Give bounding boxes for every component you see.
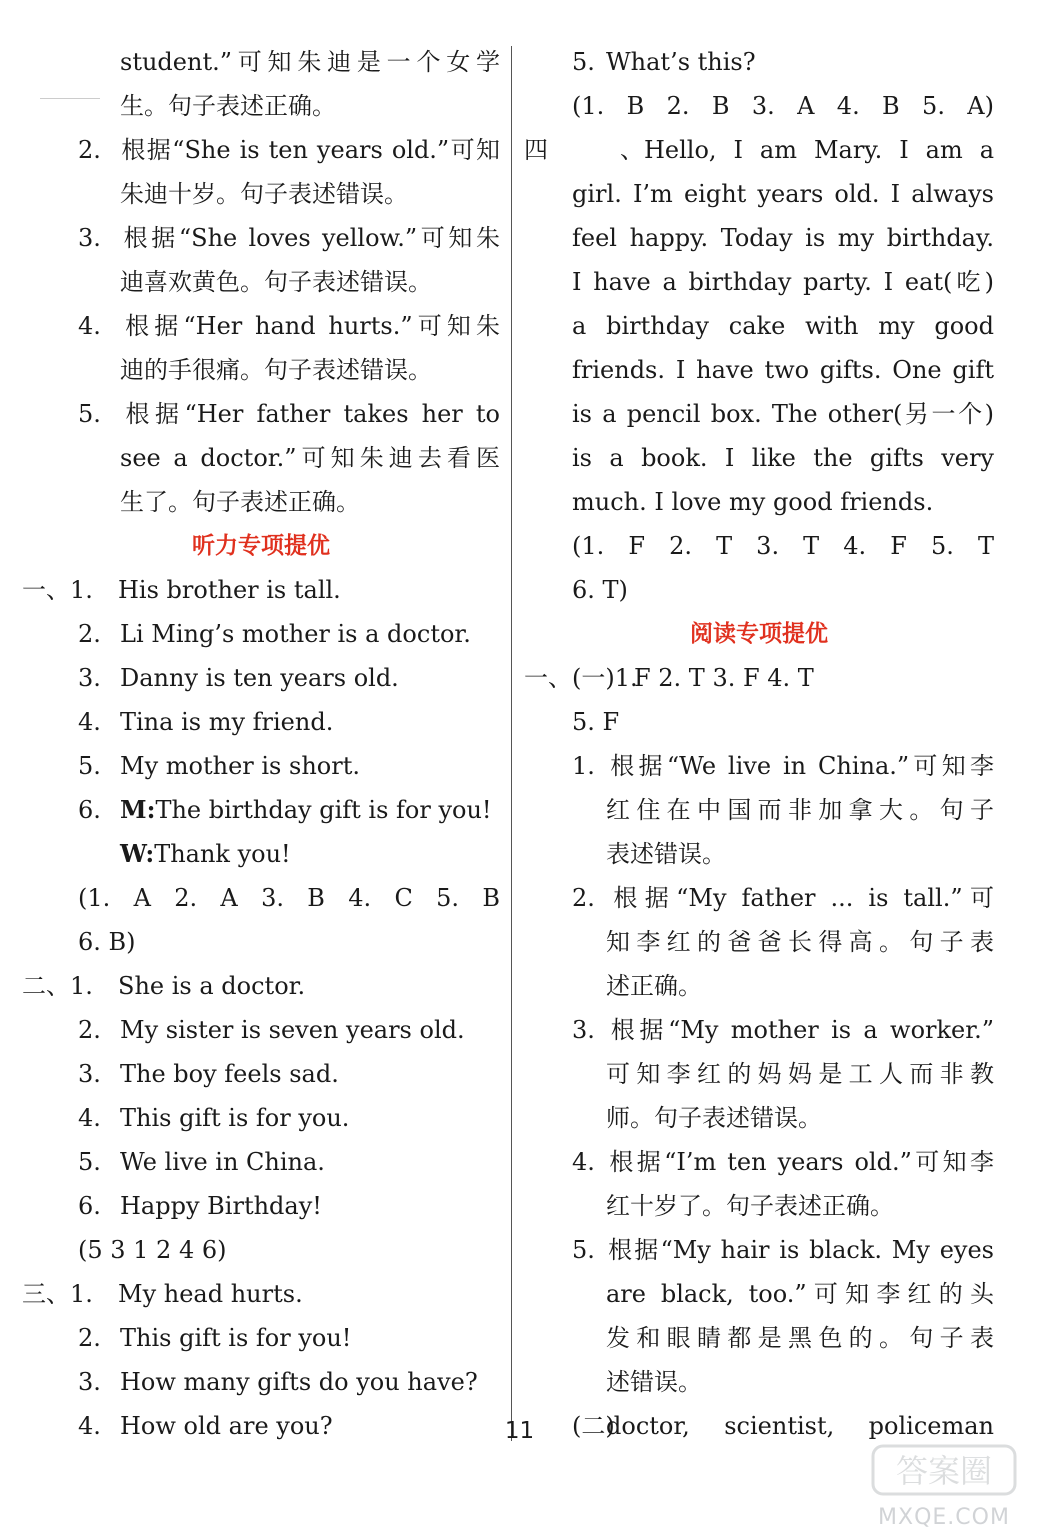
line-text: His brother is tall. bbox=[118, 576, 341, 604]
line-text: This gift is for you. bbox=[120, 1104, 350, 1132]
page-number: 11 bbox=[504, 1418, 535, 1444]
text-line bbox=[22, 964, 500, 1008]
line-text: What’s this? bbox=[606, 48, 756, 76]
text-line bbox=[524, 128, 994, 172]
text-line bbox=[22, 1096, 500, 1140]
line-text: friends. I have two gifts. One gift bbox=[572, 356, 994, 384]
line-text: are black, too.”可知李红的头 bbox=[606, 1280, 994, 1308]
left-column bbox=[22, 40, 500, 1448]
text-line bbox=[524, 260, 994, 304]
item-number: 三、1. bbox=[22, 1280, 93, 1308]
line-text: The birthday gift is for you! bbox=[155, 796, 492, 824]
text-line bbox=[524, 744, 994, 788]
text-line bbox=[524, 1184, 994, 1228]
item-number: 2. bbox=[78, 620, 101, 648]
item-number: (二) bbox=[572, 1412, 615, 1440]
text-line bbox=[524, 348, 994, 392]
item-number: 5. bbox=[572, 48, 595, 76]
column-divider bbox=[511, 46, 512, 1441]
text-line bbox=[22, 876, 500, 920]
line-text: Hello, I am Mary. I am a bbox=[644, 136, 994, 164]
line-text: I have a birthday party. I eat(吃) bbox=[572, 268, 994, 296]
line-text: 5. F bbox=[572, 708, 620, 736]
line-text: 根据“Her father takes her to bbox=[120, 400, 500, 428]
item-number: 2. bbox=[572, 884, 595, 912]
text-line bbox=[524, 788, 994, 832]
line-text: (1. B 2. B 3. A 4. B 5. A) bbox=[572, 92, 994, 120]
line-text: girl. I’m eight years old. I always bbox=[572, 180, 994, 208]
line-text: (1. A 2. A 3. B 4. C 5. B bbox=[78, 884, 500, 912]
text-line bbox=[524, 920, 994, 964]
item-number: 5. bbox=[78, 1148, 101, 1176]
text-line bbox=[524, 964, 994, 1008]
text-line bbox=[22, 1052, 500, 1096]
line-text: Happy Birthday! bbox=[120, 1192, 322, 1220]
text-line bbox=[22, 216, 500, 260]
item-number: 6. bbox=[78, 796, 101, 824]
item-number: 4. bbox=[572, 1148, 595, 1176]
text-line bbox=[22, 128, 500, 172]
text-line bbox=[22, 260, 500, 304]
text-line bbox=[524, 84, 994, 128]
text-line bbox=[524, 216, 994, 260]
line-text: 可知李红的妈妈是工人而非教 bbox=[606, 1060, 994, 1088]
item-number: 3. bbox=[78, 1060, 101, 1088]
text-line bbox=[524, 1360, 994, 1404]
item-number: 6. bbox=[78, 1192, 101, 1220]
item-number: 一、(一)1. bbox=[524, 664, 638, 692]
text-line bbox=[524, 436, 994, 480]
line-text: F 2. T 3. F 4. T bbox=[634, 664, 814, 692]
line-text: is a book. I like the gifts very bbox=[572, 444, 994, 472]
right-column bbox=[524, 40, 994, 1448]
line-text: The boy feels sad. bbox=[120, 1060, 339, 1088]
line-text: How old are you? bbox=[120, 1412, 333, 1440]
line-text: 根据“My mother is a worker.” bbox=[606, 1016, 994, 1044]
text-line bbox=[22, 1360, 500, 1404]
text-line bbox=[524, 1272, 994, 1316]
line-text: Tina is my friend. bbox=[120, 708, 334, 736]
text-line bbox=[524, 700, 994, 744]
section-heading: 听力专项提优 bbox=[192, 533, 330, 559]
text-line bbox=[22, 1228, 500, 1272]
line-text: Li Ming’s mother is a doctor. bbox=[120, 620, 471, 648]
text-line bbox=[524, 172, 994, 216]
text-line bbox=[22, 1316, 500, 1360]
text-line bbox=[22, 40, 500, 84]
line-text: My head hurts. bbox=[118, 1280, 303, 1308]
line-text: 朱迪十岁。句子表述错误。 bbox=[120, 180, 408, 208]
text-line bbox=[524, 1316, 994, 1360]
item-number: 1. bbox=[572, 752, 595, 780]
line-text: 根据“She is ten years old.”可知 bbox=[120, 136, 500, 164]
line-text: 根据“My hair is black. My eyes bbox=[606, 1236, 994, 1264]
line-text: 迪的手很痛。句子表述错误。 bbox=[120, 356, 432, 384]
text-line bbox=[22, 1140, 500, 1184]
line-text: 发和眼睛都是黑色的。句子表 bbox=[606, 1324, 994, 1352]
speaker-label: M: bbox=[120, 795, 156, 824]
line-text: 述正确。 bbox=[606, 972, 702, 1000]
text-line bbox=[524, 1228, 994, 1272]
text-line bbox=[22, 1184, 500, 1228]
item-number: 5. bbox=[78, 752, 101, 780]
line-text: 根据“Her hand hurts.”可知朱 bbox=[120, 312, 500, 340]
line-text: see a doctor.”可知朱迪去看医 bbox=[120, 444, 500, 472]
line-text: is a pencil box. The other(另一个) bbox=[572, 400, 994, 428]
text-line bbox=[22, 304, 500, 348]
text-line bbox=[22, 788, 500, 832]
watermark-logo bbox=[859, 1436, 1029, 1532]
text-line bbox=[524, 876, 994, 920]
text-line bbox=[524, 392, 994, 436]
item-number: 2. bbox=[78, 1016, 101, 1044]
text-line bbox=[22, 84, 500, 128]
item-number: 4. bbox=[78, 1412, 101, 1440]
line-text: 述错误。 bbox=[606, 1368, 702, 1396]
item-number: 2. bbox=[78, 136, 101, 164]
line-text: 红十岁了。句子表述正确。 bbox=[606, 1192, 894, 1220]
item-number: 2. bbox=[78, 1324, 101, 1352]
line-text: 知李红的爸爸长得高。句子表 bbox=[606, 928, 994, 956]
text-line bbox=[524, 304, 994, 348]
watermark-text: MXQE.COM bbox=[878, 1505, 1010, 1530]
line-text: My sister is seven years old. bbox=[120, 1016, 465, 1044]
line-text: Danny is ten years old. bbox=[120, 664, 399, 692]
text-line bbox=[524, 524, 994, 568]
line-text: 迪喜欢黄色。句子表述错误。 bbox=[120, 268, 432, 296]
text-line bbox=[22, 656, 500, 700]
line-text: a birthday cake with my good bbox=[572, 312, 994, 340]
item-number: 一、1. bbox=[22, 576, 93, 604]
text-line bbox=[22, 392, 500, 436]
text-line bbox=[22, 1272, 500, 1316]
line-text: 表述错误。 bbox=[606, 840, 726, 868]
line-text: 根据“I’m ten years old.”可知李 bbox=[606, 1148, 994, 1176]
line-text: feel happy. Today is my birthday. bbox=[572, 224, 994, 252]
line-text: We live in China. bbox=[120, 1148, 325, 1176]
text-line bbox=[524, 568, 994, 612]
line-text: 6. T) bbox=[572, 576, 628, 604]
item-number: 4. bbox=[78, 312, 101, 340]
text-line bbox=[22, 172, 500, 216]
text-line bbox=[22, 568, 500, 612]
speaker-label: W: bbox=[120, 839, 155, 868]
text-line bbox=[22, 700, 500, 744]
line-text: This gift is for you! bbox=[120, 1324, 352, 1352]
item-number: 5. bbox=[78, 400, 101, 428]
text-line bbox=[524, 480, 994, 524]
text-line bbox=[22, 348, 500, 392]
text-line bbox=[22, 920, 500, 964]
text-line bbox=[22, 832, 500, 876]
text-line bbox=[524, 1096, 994, 1140]
text-line bbox=[22, 1008, 500, 1052]
item-number: 四、 bbox=[524, 136, 644, 164]
line-text: 6. B) bbox=[78, 928, 136, 956]
watermark-logo-text: 答案圈 bbox=[895, 1452, 993, 1490]
text-line bbox=[22, 436, 500, 480]
text-line bbox=[524, 1052, 994, 1096]
line-text: My mother is short. bbox=[120, 752, 360, 780]
item-number: 3. bbox=[78, 1368, 101, 1396]
line-text: (1. F 2. T 3. T 4. F 5. T bbox=[572, 532, 994, 560]
text-line bbox=[524, 832, 994, 876]
line-text: How many gifts do you have? bbox=[120, 1368, 478, 1396]
text-line bbox=[22, 744, 500, 788]
section-heading: 阅读专项提优 bbox=[690, 621, 828, 647]
item-number: 二、1. bbox=[22, 972, 93, 1000]
line-text: 根据“My father ... is tall.”可 bbox=[606, 884, 994, 912]
line-text: 生了。句子表述正确。 bbox=[120, 488, 360, 516]
line-text: (5 3 1 2 4 6) bbox=[78, 1236, 227, 1264]
item-number: 4. bbox=[78, 708, 101, 736]
line-text: doctor, scientist, policeman bbox=[606, 1412, 994, 1440]
text-line bbox=[22, 612, 500, 656]
line-text: She is a doctor. bbox=[118, 972, 306, 1000]
item-number: 3. bbox=[572, 1016, 595, 1044]
line-text: 红住在中国而非加拿大。句子 bbox=[606, 796, 994, 824]
text-line bbox=[22, 480, 500, 524]
line-text: Thank you! bbox=[154, 840, 291, 868]
item-number: 3. bbox=[78, 664, 101, 692]
item-number: 4. bbox=[78, 1104, 101, 1132]
line-text: 师。句子表述错误。 bbox=[606, 1104, 822, 1132]
line-text: 根据“She loves yellow.”可知朱 bbox=[120, 224, 500, 252]
line-text: 生。句子表述正确。 bbox=[120, 92, 336, 120]
line-text: 根据“We live in China.”可知李 bbox=[606, 752, 994, 780]
text-line bbox=[524, 656, 994, 700]
line-text: student.”可知朱迪是一个女学 bbox=[120, 48, 500, 76]
text-line bbox=[524, 1140, 994, 1184]
text-line bbox=[524, 40, 994, 84]
text-line bbox=[524, 1008, 994, 1052]
item-number: 5. bbox=[572, 1236, 595, 1264]
line-text: much. I love my good friends. bbox=[572, 488, 934, 516]
item-number: 3. bbox=[78, 224, 101, 252]
